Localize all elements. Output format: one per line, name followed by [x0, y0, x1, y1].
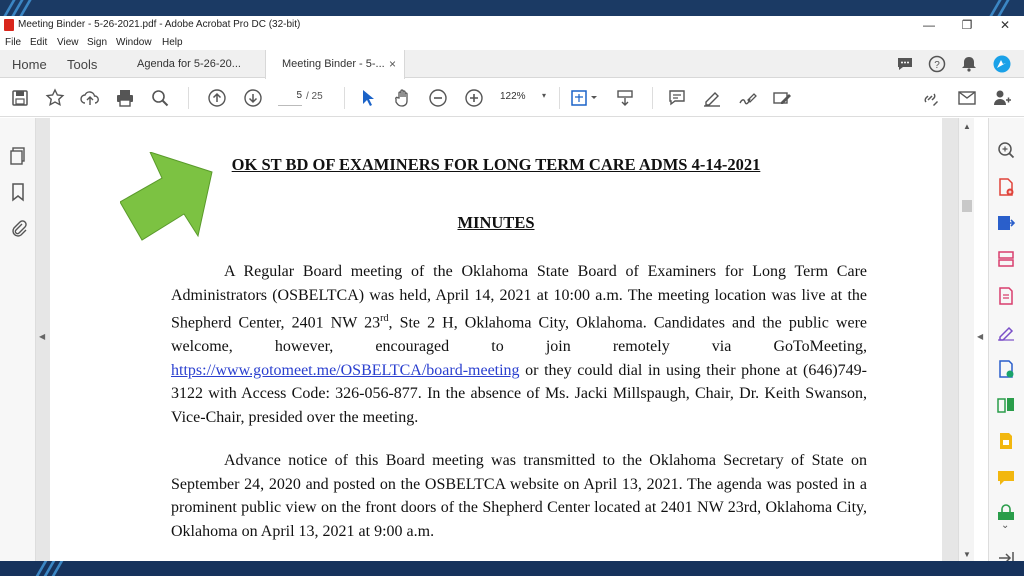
notifications-bell-icon[interactable] [960, 55, 978, 73]
close-button[interactable]: ✕ [999, 18, 1011, 32]
page-thumbnails-icon[interactable] [8, 146, 28, 166]
attachments-paperclip-icon[interactable] [8, 218, 28, 238]
more-tools-chevron-icon[interactable]: ⌄ [1001, 520, 1010, 531]
zoom-in-icon[interactable] [464, 88, 484, 108]
organize-pages-icon[interactable] [996, 249, 1016, 269]
svg-text:?: ? [934, 60, 940, 71]
save-icon[interactable] [10, 88, 30, 108]
menu-window[interactable]: Window [116, 37, 152, 48]
page-fit-icon[interactable] [570, 88, 600, 108]
paragraph-advance-notice: Advance notice of this Board meeting was transmitted to the Oklahoma Secretary of State on September 24, 2020 and posted on the OSBELTCA website on April 13, 2021. The agenda was posted in a prominent public view on the front doors of the Shepherd Center located at 2401 NW 23rd, Oklahoma City, Oklahoma on April 13, 2021 at 9:00 a.m. [171, 452, 867, 540]
document-title: OK ST BD OF EXAMINERS FOR LONG TERM CARE ADMS 4-14-2021 [231, 155, 761, 174]
zoom-caret-icon: ▾ [542, 91, 547, 100]
draw-sign-icon[interactable] [737, 88, 757, 108]
paragraph-meeting-details: A Regular Board meeting of the Oklahoma State Board of Examiners for Long Term Care Administrators (OSBELTCA) was held, April 14, 2021 at 10:00 a.m. The meeting location was live at the Shepherd Center, 2401 NW 23rd, Ste 2 H, Oklahoma City, Oklahoma. Candidates and the public were welcome, however, encouraged to join remotely via GoToMeeting, https://www.gotomeet.me/OSBELTCA/board-meeting or they could dial in using their phone at (646)749-3122 with Access Code: 326-056-877. In the absence of Ms. Jacki Millspaugh, Chair, Dr. Keith Swanson, Vice-Chair, presided over the meeting. [171, 263, 868, 426]
request-signatures-icon[interactable] [996, 359, 1016, 379]
account-avatar-icon[interactable] [993, 55, 1011, 73]
slide-background-top [0, 0, 1024, 16]
scroll-down-icon[interactable]: ▼ [963, 550, 971, 559]
window-title: Meeting Binder - 5-26-2021.pdf - Adobe Acrobat Pro DC (32-bit) [18, 19, 301, 30]
add-comment-icon[interactable] [667, 88, 687, 108]
compare-files-icon[interactable] [996, 395, 1016, 415]
scrollbar-thumb[interactable] [962, 200, 972, 212]
bookmark-star-icon[interactable] [45, 88, 65, 108]
tab-close-icon[interactable]: × [388, 57, 396, 71]
page-number-input[interactable]: 5 [278, 90, 302, 106]
menu-edit[interactable]: Edit [30, 37, 48, 48]
fill-and-sign-icon[interactable] [996, 322, 1016, 342]
collapse-left-panel-icon[interactable]: ◀ [39, 332, 46, 341]
zoom-level-select[interactable] [500, 91, 550, 102]
search-zoom-icon[interactable] [150, 88, 170, 108]
email-icon[interactable] [957, 88, 977, 108]
tab-bar [0, 50, 1024, 78]
bookmarks-icon[interactable] [8, 182, 28, 202]
scroll-mode-icon[interactable] [615, 88, 635, 108]
highlight-pen-icon[interactable] [702, 88, 722, 108]
tab-tools[interactable]: Tools [67, 57, 98, 72]
create-pdf-icon[interactable] [996, 177, 1016, 197]
scroll-up-icon[interactable]: ▲ [963, 122, 971, 131]
fill-sign-icon[interactable] [772, 88, 792, 108]
upload-cloud-icon[interactable] [80, 88, 100, 108]
left-navigation-panel [0, 118, 36, 561]
menu-help[interactable]: Help [162, 37, 183, 48]
select-cursor-icon[interactable] [358, 88, 378, 108]
slide-background-bottom [0, 561, 1024, 576]
right-tools-panel [988, 118, 1024, 561]
tab-meeting-binder-label: Meeting Binder - 5-... [282, 58, 385, 70]
comment-tool-icon[interactable] [996, 468, 1016, 488]
acrobat-window [0, 16, 1024, 561]
hand-tool-icon[interactable] [393, 88, 413, 108]
menu-bar [0, 34, 1024, 50]
acrobat-icon [4, 19, 14, 31]
previous-page-icon[interactable] [207, 88, 227, 108]
comment-icon[interactable] [896, 55, 914, 73]
tab-agenda[interactable] [121, 50, 261, 78]
menu-sign[interactable]: Sign [87, 37, 108, 48]
section-heading: MINUTES [457, 213, 535, 232]
minimize-button[interactable]: — [923, 18, 935, 32]
menu-view[interactable]: View [57, 37, 79, 48]
zoom-search-icon[interactable] [996, 140, 1016, 160]
tab-agenda-label: Agenda for 5-26-20... [137, 58, 241, 70]
zoom-level-value: 122% [500, 91, 526, 102]
document-viewer[interactable] [36, 118, 958, 561]
gotomeeting-link[interactable]: https://www.gotomeet.me/OSBELTCA/board-meeting [171, 361, 520, 379]
title-bar [0, 16, 1024, 34]
link-edit-icon[interactable] [920, 88, 940, 108]
edit-pdf-icon[interactable] [996, 286, 1016, 306]
collapse-right-panel-icon[interactable]: ◀ [977, 332, 984, 341]
vertical-scrollbar[interactable] [958, 118, 974, 561]
next-page-icon[interactable] [243, 88, 263, 108]
scan-ocr-icon[interactable] [996, 431, 1016, 451]
zoom-out-icon[interactable] [428, 88, 448, 108]
page-total: / 25 [306, 91, 323, 102]
pdf-page [50, 118, 942, 561]
restore-button[interactable]: ❐ [961, 18, 973, 32]
menu-file[interactable]: File [5, 37, 22, 48]
print-icon[interactable] [115, 88, 135, 108]
export-pdf-icon[interactable] [996, 213, 1016, 233]
toolbar [0, 79, 1024, 117]
help-icon[interactable] [928, 55, 946, 73]
tab-meeting-binder[interactable] [265, 50, 405, 79]
share-user-icon[interactable] [992, 88, 1012, 108]
tab-home[interactable]: Home [12, 57, 47, 72]
